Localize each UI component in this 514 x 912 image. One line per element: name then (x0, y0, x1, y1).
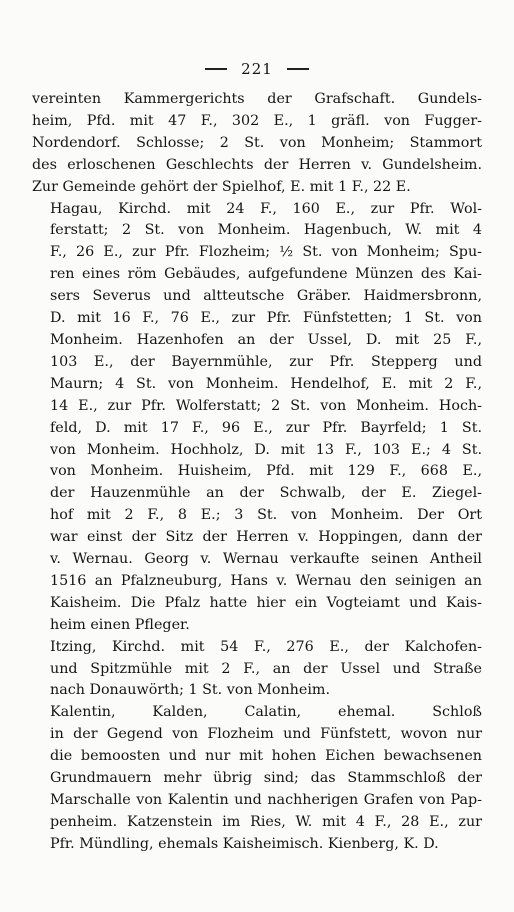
body-text (32, 89, 482, 856)
text-line: Monheim. Hazenhofen an der Ussel, D. mit 25 F., (50, 331, 482, 348)
text-line: feld, D. mit 17 F., 96 E., zur Pfr. Bayrfeld; 1 St. (50, 419, 482, 436)
paragraph (32, 89, 482, 199)
text-line: Nordendorf. Schlosse; 2 St. von Monheim; Stammort (32, 134, 482, 151)
text-line: F., 26 E., zur Pfr. Flozheim; ½ St. von Monheim; Spu- (50, 244, 482, 261)
text-line: von Monheim. Hochholz, D. mit 13 F., 103 E.; 4 St. (50, 441, 482, 458)
text-line: die bemoosten und nur mit hohen Eichen bewachsenen (50, 748, 482, 765)
text-line: penheim. Katzenstein im Ries, W. mit 4 F., 28 E., zur (50, 813, 482, 830)
text-line: Kaisheim. Die Pfalz hatte hier ein Vogteiamt und Kais- (50, 594, 482, 611)
text-line: Itzing, Kirchd. mit 54 F., 276 E., der Kalchofen- (50, 638, 482, 655)
text-line: 1516 an Pfalzneuburg, Hans v. Wernau den seinigen an (50, 572, 482, 589)
text-line: D. mit 16 F., 76 E., zur Pfr. Fünfstetten; 1 St. von (50, 310, 482, 327)
text-line: Marschalle von Kalentin und nachherigen Grafen von Pap- (50, 792, 482, 808)
text-line: der Hauzenmühle an der Schwalb, der E. Ziegel- (50, 485, 482, 502)
text-line: heim einen Pfleger. (50, 616, 190, 633)
left-rule (205, 68, 227, 70)
text-line: ferstatt; 2 St. von Monheim. Hagenbuch, W. mit 4 (50, 222, 482, 239)
text-line: Kalentin, Kalden, Calatin, ehemal. Schloß (50, 704, 482, 721)
text-line: Maurn; 4 St. von Monheim. Hendelhof, E. mit 2 F., (50, 375, 482, 392)
text-line: Zur Gemeinde gehört der Spielhof, E. mit 1 F., 22 E. (32, 178, 411, 195)
text-line: und Spitzmühle mit 2 F., an der Ussel und Straße (50, 660, 482, 677)
text-line: heim, Pfd. mit 47 F., 302 E., 1 gräfl. von Fugger- (32, 112, 482, 129)
text-line: ren eines röm Gebäudes, aufgefundene Münzen des Kai- (50, 266, 482, 283)
paragraph (32, 199, 482, 637)
text-line: nach Donauwörth; 1 St. von Monheim. (50, 682, 330, 699)
right-rule (287, 68, 309, 70)
text-line: war einst der Sitz der Herren v. Hoppingen, dann der (50, 529, 482, 546)
text-line: Hagau, Kirchd. mit 24 F., 160 E., zur Pfr. Wol- (50, 200, 482, 217)
paragraph (32, 702, 482, 855)
text-line: des erloschenen Geschlechts der Herren v. Gundelsheim. (32, 156, 482, 173)
paragraph (32, 637, 482, 703)
text-line: 14 E., zur Pfr. Wolferstatt; 2 St. von Monheim. Hoch- (50, 397, 482, 414)
text-line: hof mit 2 F., 8 E.; 3 St. von Monheim. Der Ort (50, 507, 482, 524)
text-line: sers Severus und altteutsche Gräber. Haidmersbronn, (50, 288, 482, 305)
text-line: Grundmauern mehr übrig sind; das Stammschloß der (50, 770, 482, 787)
text-line: Pfr. Mündling, ehemals Kaisheimisch. Kienberg, K. D. (50, 835, 439, 852)
text-line: in der Gegend von Flozheim und Fünfstett, wovon nur (50, 726, 482, 743)
text-line: 103 E., der Bayernmühle, zur Pfr. Stepperg und (50, 353, 482, 370)
text-line: v. Wernau. Georg v. Wernau verkaufte seinen Antheil (50, 551, 482, 568)
text-line: von Monheim. Huisheim, Pfd. mit 129 F., 668 E., (50, 463, 482, 480)
page-number: 221 (241, 60, 273, 78)
page-header (0, 58, 514, 80)
text-line: vereinten Kammergerichts der Grafschaft. Gundels- (32, 91, 482, 107)
